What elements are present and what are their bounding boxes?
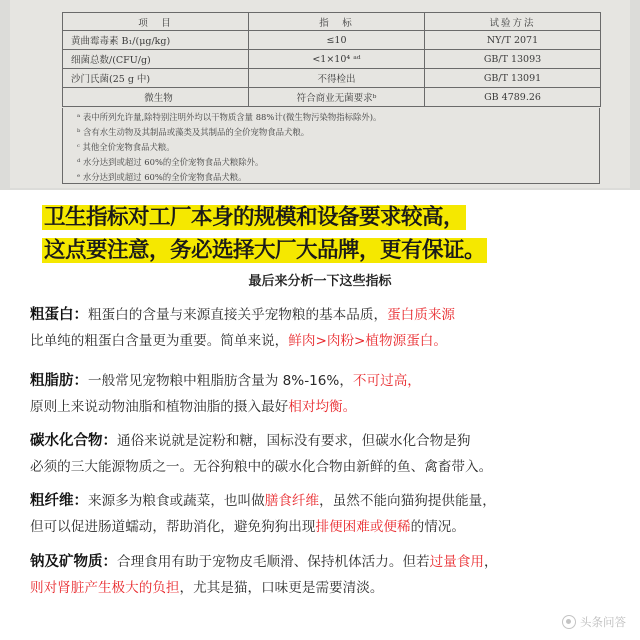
red-emphasis: 蛋白质来源 (387, 307, 456, 323)
row-value: <1×10⁴ ᵃᵈ (249, 50, 425, 69)
row-item: 沙门氏菌(25 g 中) (63, 69, 249, 88)
scanned-standard-image (0, 0, 640, 190)
row-method: NY/T 2071 (425, 31, 601, 50)
row-method: GB/T 13091 (425, 69, 601, 88)
body-text: 通俗来说就是淀粉和糖，国标没有要求，但碳水化合物是狗 (117, 433, 471, 449)
header-item: 项 目 (63, 13, 249, 31)
table-row (63, 88, 601, 107)
table-row (63, 50, 601, 69)
term-label: 粗纤维： (30, 493, 88, 509)
row-method: GB/T 13093 (425, 50, 601, 69)
body-text: 原则上来说动物油脂和植物油脂的摄入最好 (30, 399, 289, 415)
body-text: 来源多为粮食或蔬菜，也叫做 (88, 493, 265, 509)
term-label: 碳水化合物： (30, 433, 117, 449)
row-item: 微生物 (63, 88, 249, 107)
hygiene-spec-table (62, 12, 601, 107)
table-footnotes (62, 108, 600, 184)
row-item: 黄曲霉毒素 B₁/(μg/kg) (63, 31, 249, 50)
watermark (562, 614, 626, 630)
row-item: 细菌总数/(CFU/g) (63, 50, 249, 69)
red-emphasis: 膳食纤维 (264, 493, 320, 509)
header-method: 试验方法 (425, 13, 601, 31)
red-emphasis: 过量食用 (429, 554, 485, 570)
body-text: 比单纯的粗蛋白含量更为重要。简单来说， (30, 333, 289, 349)
section-subtitle: 最后来分析一下这些指标 (248, 274, 392, 289)
red-emphasis: 则对肾脏产生极大的负担 (30, 580, 180, 596)
term-label: 钠及矿物质： (30, 554, 117, 570)
body-text: 但可以促进肠道蠕动，帮助消化，避免狗狗出现 (30, 519, 316, 535)
banner-text: 这点要注意，务必选择大厂大品牌，更有保证。 (44, 238, 486, 263)
toutiao-logo-icon (562, 615, 576, 629)
body-text: 的情况。 (410, 519, 465, 535)
paragraph-fat (30, 368, 630, 420)
body-text: 必须的三大能源物质之一。无谷狗粮中的碳水化合物由新鲜的鱼、禽畜带入。 (30, 459, 493, 475)
red-emphasis: 排便困难或便稀 (315, 519, 411, 535)
footnote: ᵉ 水分达到或超过 60%的全价宠物食品犬粮。 (77, 172, 247, 182)
red-emphasis: 相对均衡。 (288, 399, 357, 415)
body-text: 一般常见宠物粮中粗脂肪含量为 8%-16%， (88, 373, 353, 389)
red-emphasis: 鲜肉>肉粉>植物源蛋白。 (288, 333, 447, 349)
row-method: GB 4789.26 (425, 88, 601, 107)
highlight-banner-line-2 (42, 233, 562, 264)
watermark-text: 头条问答 (580, 615, 626, 629)
footnote: ᶜ 其他全价宠物食品犬粮。 (77, 142, 175, 152)
highlight-banner-line-1 (42, 200, 562, 231)
row-value: 符合商业无菌要求ᵇ (249, 88, 425, 107)
footnote: ᵃ 表中所列允许量,除特别注明外均以干物质含量 88%计(微生物污染物指标除外)。 (77, 112, 382, 122)
body-text: ，虽然不能向猫狗提供能量， (319, 493, 496, 509)
body-text: ，尤其是猫，口味更是需要清淡。 (179, 580, 384, 596)
body-text: ， (484, 554, 498, 570)
banner-text: 卫生指标对工厂本身的规模和设备要求较高， (44, 205, 465, 230)
table-header-row (63, 13, 601, 31)
body-text: 粗蛋白的含量与来源直接关乎宠物粮的基本品质， (88, 307, 388, 323)
term-label: 粗脂肪： (30, 373, 88, 389)
table-row (63, 69, 601, 88)
paragraph-carbohydrate (30, 428, 630, 480)
table-row (63, 31, 601, 50)
paragraph-protein (30, 302, 630, 354)
red-emphasis: 不可过高， (352, 373, 421, 389)
footnote: ᵇ 含有水生动物及其制品或藻类及其制品的全价宠物食品犬粮。 (77, 127, 310, 137)
row-value: 不得检出 (249, 69, 425, 88)
paragraph-fiber (30, 488, 630, 540)
header-value: 指 标 (249, 13, 425, 31)
term-label: 粗蛋白： (30, 307, 88, 323)
body-text: 合理食用有助于宠物皮毛顺滑、保持机体活力。但若 (117, 554, 430, 570)
paper-sheet (10, 0, 630, 188)
paragraph-minerals (30, 549, 630, 601)
footnote: ᵈ 水分达到或超过 60%的全价宠物食品犬粮除外。 (77, 157, 264, 167)
row-value: ≤10 (249, 31, 425, 50)
